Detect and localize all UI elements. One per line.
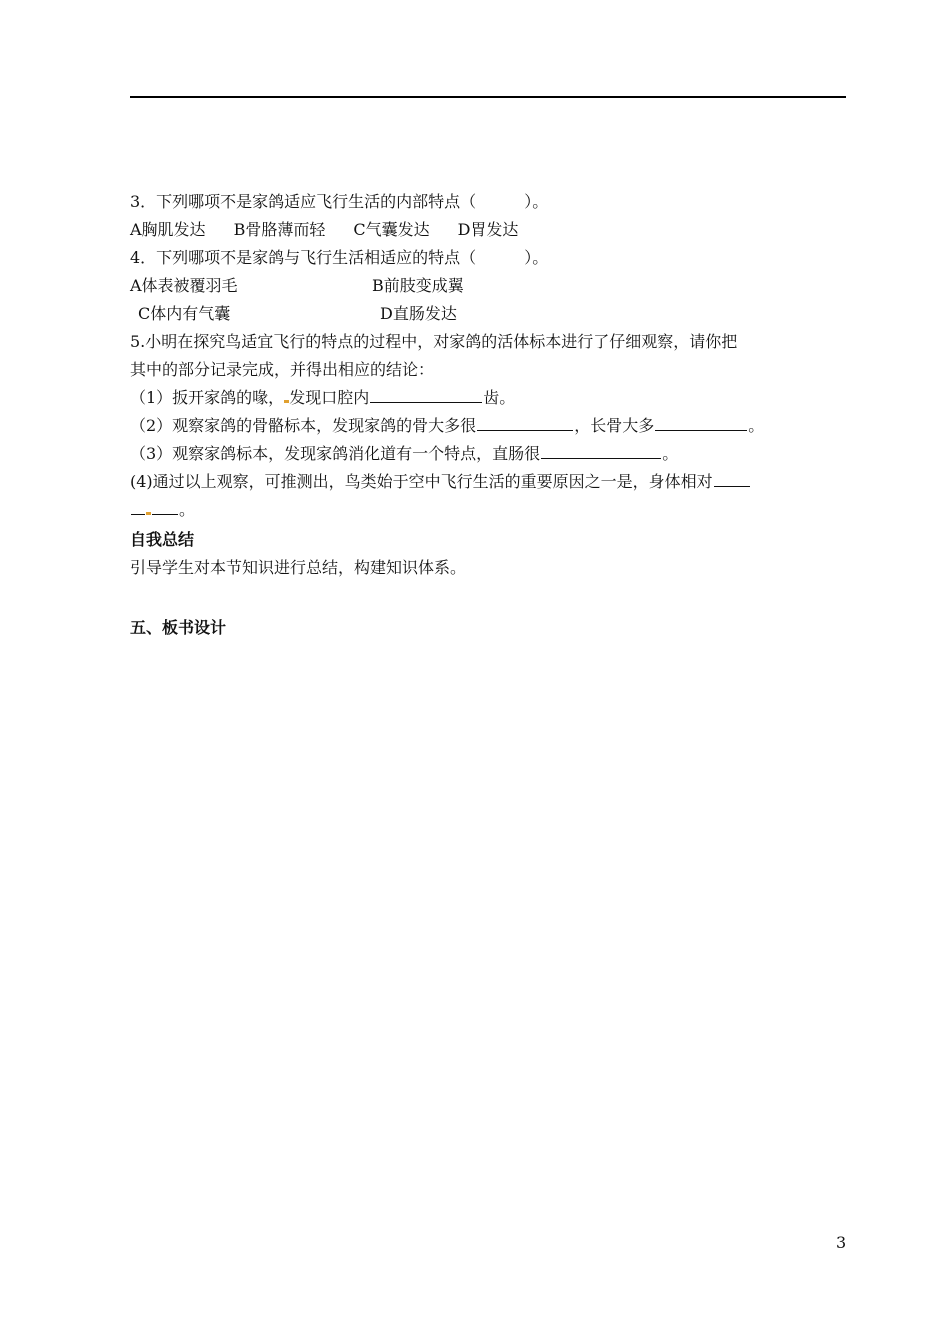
header-rule bbox=[130, 96, 846, 98]
question-4-options-row2 bbox=[130, 300, 850, 328]
spacer bbox=[130, 582, 850, 614]
answer-blank[interactable] bbox=[714, 471, 750, 487]
answer-blank[interactable] bbox=[655, 415, 747, 431]
question-3-close: ）。 bbox=[524, 192, 549, 211]
question-5-stem-line2: 其中的部分记录完成，并得出相应的结论： bbox=[130, 360, 435, 379]
question-3-text: 3．下列哪项不是家鸽适应飞行生活的内部特点（ bbox=[130, 192, 477, 211]
question-4-text: 4．下列哪项不是家鸽与飞行生活相适应的特点（ bbox=[130, 248, 477, 267]
page-number: 3 bbox=[836, 1233, 847, 1252]
answer-blank[interactable] bbox=[131, 499, 145, 515]
section-5-heading: 五、板书设计 bbox=[130, 618, 227, 637]
option-b: B骨胳薄而轻 bbox=[233, 220, 326, 239]
question-5-part-3: （3）观察家鸽标本，发现家鸽消化道有一个特点，直肠很 。 bbox=[130, 444, 679, 463]
summary-heading: 自我总结 bbox=[130, 530, 195, 549]
question-4-options-row1 bbox=[130, 272, 850, 300]
question-5-part-4-continued: 。 bbox=[130, 496, 850, 526]
option-a: A胸肌发达 bbox=[130, 220, 206, 239]
option-a: A体表被覆羽毛 bbox=[130, 276, 238, 295]
question-4-close: ）。 bbox=[524, 248, 549, 267]
option-c: C气囊发达 bbox=[353, 220, 430, 239]
highlight-mark bbox=[146, 512, 151, 515]
question-3-options bbox=[130, 216, 850, 244]
document-body bbox=[130, 188, 850, 642]
answer-blank[interactable] bbox=[477, 415, 573, 431]
option-b: B前肢变成翼 bbox=[372, 276, 464, 295]
answer-blank[interactable] bbox=[370, 387, 482, 403]
option-c: C体内有气囊 bbox=[138, 304, 231, 323]
question-5-part-4: (4)通过以上观察，可推测出，鸟类始于空中飞行生活的重要原因之一是，身体相对 bbox=[130, 468, 850, 496]
option-d: D直肠发达 bbox=[380, 304, 457, 323]
summary-text: 引导学生对本节知识进行总结，构建知识体系。 bbox=[130, 558, 467, 577]
question-5-part-1: （1）扳开家鸽的喙， 发现口腔内 齿。 bbox=[130, 388, 516, 407]
question-3-stem bbox=[130, 188, 850, 216]
question-5-part-2: （2）观察家鸽的骨骼标本，发现家鸽的骨大多很 ，长骨大多 。 bbox=[130, 416, 765, 435]
answer-blank[interactable] bbox=[152, 499, 178, 515]
question-5-stem-line1: 5.小明在探究鸟适宜飞行的特点的过程中，对家鸽的活体标本进行了仔细观察，请你把 bbox=[130, 332, 738, 351]
answer-blank[interactable] bbox=[541, 443, 661, 459]
question-4-stem bbox=[130, 244, 850, 272]
option-d: D胃发达 bbox=[457, 220, 519, 239]
